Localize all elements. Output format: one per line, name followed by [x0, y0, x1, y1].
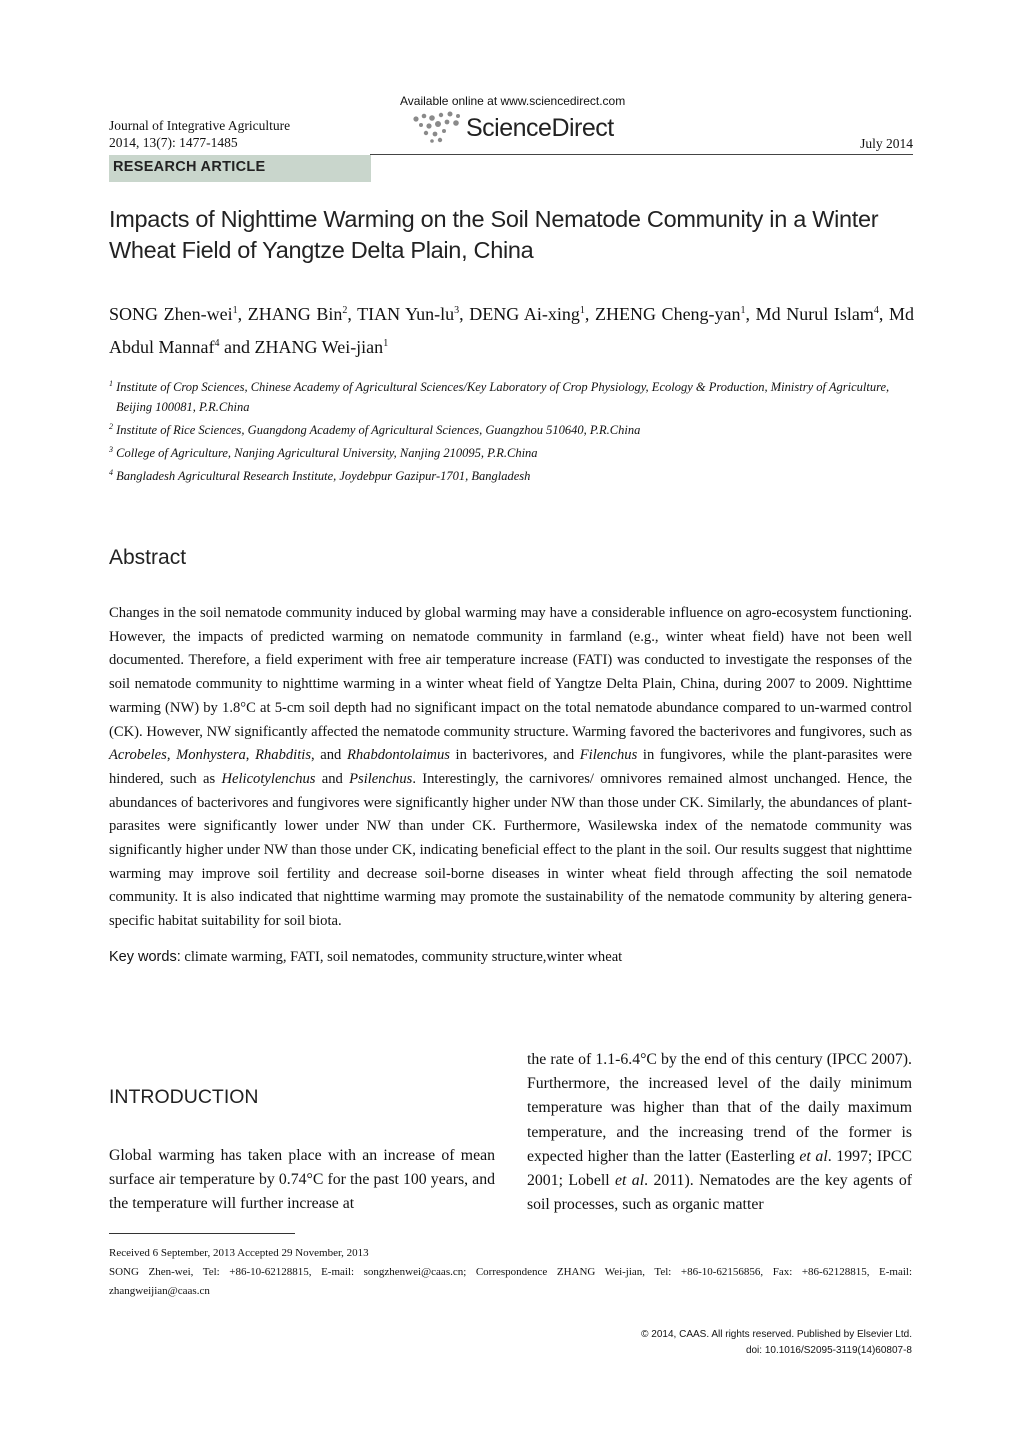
- affiliation-list: [109, 374, 914, 487]
- sciencedirect-wordmark: ScienceDirect: [466, 114, 614, 142]
- article-type-banner: [109, 155, 371, 182]
- header-divider: [370, 154, 913, 155]
- journal-citation: [109, 117, 290, 151]
- available-online-note: Available online at www.sciencedirect.com: [400, 94, 626, 108]
- received-accepted-dates: Received 6 September, 2013 Accepted 29 November, 2013: [109, 1247, 369, 1259]
- copyright-notice: © 2014, CAAS. All rights reserved. Published by Elsevier Ltd.: [641, 1329, 912, 1340]
- sciencedirect-logo: [410, 110, 650, 148]
- abstract-body: Changes in the soil nematode community induced by global warming may have a considerable influence on agro-ecosystem functioning. However, the impacts of predicted warming on nematode community in farmland (e.g., winter wheat field) have not been well documented. Therefore, a field experiment with free air temperature increase (FATI) was conducted to investigate the responses of the soil nematode community to nighttime warming in a winter wheat field of Yangtze Delta Plain, China, during 2007 to 2009. Nighttime warming (NW) by 1.8°C at 5-cm soil depth had no significant impact on the total nematode abundance compared to un-warmed control (CK). However, NW significantly affected the nematode community structure. Warming favored the bacterivores and fungivores, such as Acrobeles, Monhystera, Rhabditis, and Rhabdontolaimus in bacterivores, and Filenchus in fungivores, while the plant-parasites were hindered, such as Helicotylenchus and Psilenchus. Interestingly, the carnivores/ omnivores remained almost unchanged. Hence, the abundances of bacterivores and fungivores were significantly higher under NW than those under CK. Similarly, the abundances of plant-parasites were significantly lower under NW than under CK. Furthermore, Wasilewska index of the nematode community was significantly higher under NW than those under CK, indicating beneficial effect to the plant in the soil. Our results suggest that nighttime warming may improve soil fertility and decrease soil-borne diseases in winter wheat field through affecting the soil nematode community. It is also indicated that nighttime warming may promote the sustainability of the nematode community by altering genera-specific habitat suitability for soil biota.: [109, 605, 913, 930]
- author-contact: SONG Zhen-wei, Tel: +86-10-62128815, E-mail: songzhenwei@caas.cn; Correspondence ZHANG Wei-jian, Tel: +86-10-62156856, Fax: +86-62128815, E-mail: zhangweijian@caas.cn: [109, 1266, 912, 1297]
- author: Md Nurul Islam$^4$: [755, 304, 879, 324]
- introduction-right-column: the rate of 1.1-6.4°C by the end of this century (IPCC 2007). Furthermore, the increased level of the daily minimum temperature was higher than that of the daily maximum temperature, and the increasing trend of the former is expected higher than the latter (Easterling et al. 1997; IPCC 2001; Lobell et al. 2011). Nematodes are the key agents of soil processes, such as organic matter: [527, 1051, 913, 1214]
- keywords: [109, 946, 912, 969]
- footnote-divider: [109, 1233, 295, 1234]
- journal-name: Journal of Integrative Agriculture: [109, 118, 291, 133]
- author: DENG Ai-xing$^1$: [469, 304, 585, 324]
- keywords-label: Key words:: [109, 949, 181, 965]
- author: ZHANG Wei-jian$^1$: [254, 337, 389, 357]
- introduction-left-column: Global warming has taken place with an increase of mean surface air temperature by 0.74°C for the past 100 years, and the temperature will further increase at: [109, 1147, 495, 1213]
- article-type-label: RESEARCH ARTICLE: [113, 159, 266, 175]
- publication-date: July 2014: [860, 136, 913, 151]
- author: TIAN Yun-$lu^3$: [357, 304, 460, 324]
- affiliation: $^2$ Institute of Rice Sciences, Guangdong Academy of Agricultural Sciences, Guangzhou 510640, P.R.China: [109, 422, 641, 438]
- introduction-heading: INTRODUCTION: [109, 1086, 259, 1108]
- author: Md Abdul Mannaf$^4$: [109, 304, 915, 357]
- affiliation: $^1$ Institute of Crop Sciences, Chinese Academy of Agricultural Sciences/Key Laboratory of Crop Physiology, Ecology & Production, Ministry of Agriculture, Beijing 100081, P.R.China: [109, 379, 890, 415]
- author-conjunction: and: [223, 337, 250, 357]
- author: ZHENG Cheng-yan$^1$: [594, 304, 746, 324]
- footnotes: [109, 1244, 912, 1301]
- doi: doi: 10.1016/S2095-3119(14)60807-8: [745, 1345, 912, 1356]
- author: SONG Zhen-wei$^1$: [109, 304, 238, 324]
- author-list: SONG Zhen-wei$^1$, ZHANG Bin$^2$, TIAN Yun-$lu^3$, DENG Ai-xing$^1$, ZHENG Cheng-yan$^1$, Md Nurul Islam$^4$, Md Abdul Mannaf$^4$ and ZHANG Wei-jian$^1$: [109, 304, 915, 357]
- author: ZHANG Bin$^2$: [247, 304, 348, 324]
- keywords-list: climate warming, FATI, soil nematodes, community structure,winter wheat: [184, 949, 623, 965]
- copyright-block: [560, 1327, 912, 1359]
- affiliation: $^3$ College of Agriculture, Nanjing Agricultural University, Nanjing 210095, P.R.China: [109, 445, 538, 461]
- article-title: Impacts of Nighttime Warming on the Soil Nematode Community in a Winter Wheat Field of Yangtze Delta Plain, China: [109, 206, 879, 263]
- journal-issue: 2014, 13(7): 1477-1485: [109, 135, 238, 150]
- sciencedirect-dots-icon: [410, 110, 468, 148]
- abstract-heading: Abstract: [109, 546, 187, 569]
- affiliation: $^4$ Bangladesh Agricultural Research Institute, Joydebpur Gazipur-1701, Bangladesh: [109, 468, 531, 484]
